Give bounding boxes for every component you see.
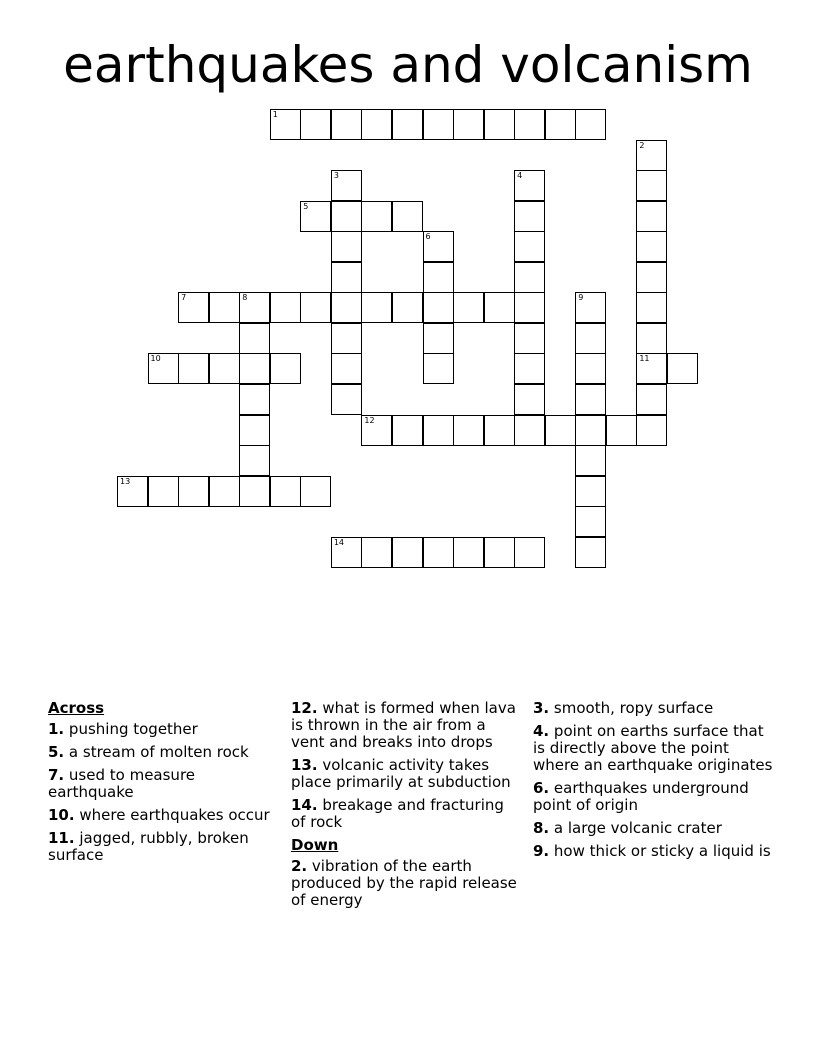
grid-cell[interactable] [331,201,362,232]
grid-cell[interactable] [300,292,331,323]
grid-cell[interactable] [239,476,270,507]
clue-number: 8 [242,293,248,303]
grid-cell[interactable] [575,384,606,415]
grid-cell[interactable] [270,476,301,507]
grid-cell[interactable] [575,109,606,140]
grid-cell[interactable] [575,415,606,446]
clue-down-9: 9. how thick or sticky a liquid is [533,842,771,860]
grid-cell[interactable] [575,353,606,384]
grid-cell[interactable] [331,231,362,262]
grid-cell[interactable] [331,109,362,140]
clue-across-13: 13. volcanic activity takes place primarily at subduction [291,756,511,791]
grid-cell[interactable] [178,353,209,384]
grid-cell[interactable] [575,445,606,476]
grid-cell[interactable] [453,415,484,446]
grid-cell[interactable] [484,109,515,140]
clue-number: 11 [639,354,650,364]
grid-cell[interactable] [300,109,331,140]
clue-number: 5 [303,201,309,211]
clue-down-6: 6. earthquakes underground point of origin [533,779,749,814]
grid-cell[interactable] [575,292,606,323]
grid-cell[interactable] [178,292,209,323]
grid-cell[interactable] [453,292,484,323]
down-heading: Down [291,836,339,854]
grid-cell[interactable] [636,353,667,384]
clue-number: 13 [120,476,131,486]
clue-number: 9 [578,293,584,303]
grid-cell[interactable] [239,323,270,354]
grid-cell[interactable] [514,384,545,415]
grid-cell[interactable] [361,537,392,568]
grid-cell[interactable] [392,292,423,323]
grid-cell[interactable] [300,201,331,232]
grid-cell[interactable] [545,109,576,140]
grid-cell[interactable] [423,353,454,384]
grid-cell[interactable] [514,262,545,293]
grid-cell[interactable] [423,109,454,140]
grid-cell[interactable] [636,384,667,415]
clue-number: 12 [364,415,375,425]
clue-across-5: 5. a stream of molten rock [48,743,249,761]
clue-number: 14 [333,537,345,547]
grid-cell[interactable] [423,231,454,262]
grid-cell[interactable] [331,170,362,201]
grid-cell[interactable] [636,231,667,262]
grid-cell[interactable] [636,201,667,232]
grid-cell[interactable] [361,201,392,232]
grid-cell[interactable] [209,292,240,323]
grid-cell[interactable] [636,170,667,201]
grid-cell[interactable] [270,292,301,323]
grid-cell[interactable] [636,292,667,323]
grid-cell[interactable] [331,292,362,323]
clue-number: 1 [272,110,278,119]
page-title: earthquakes and volcanism [63,36,753,94]
grid-cell[interactable] [514,201,545,232]
grid-cell[interactable] [667,353,698,384]
grid-cell[interactable] [361,415,392,446]
grid-cell[interactable] [484,537,515,568]
clues-column-1 [48,700,276,870]
clue-down-2: 2. vibration of the earth produced by the rapid release of energy [291,857,517,909]
grid-cell[interactable] [423,537,454,568]
grid-cell[interactable] [514,353,545,384]
clue-across-11: 11. jagged, rubbly, broken surface [48,829,249,864]
grid-cell[interactable] [331,323,362,354]
grid-cell[interactable] [514,537,545,568]
grid-cell[interactable] [636,262,667,293]
clue-across-14: 14. breakage and fracturing of rock [291,796,504,831]
grid-cell[interactable] [453,109,484,140]
clue-number: 4 [517,171,523,181]
clue-across-1: 1. pushing together [48,720,198,738]
clue-down-3: 3. smooth, ropy surface [533,699,714,717]
grid-cell[interactable] [423,323,454,354]
grid-cell[interactable] [178,476,209,507]
across-heading: Across [48,699,105,717]
grid-cell[interactable] [331,537,362,568]
grid-cell[interactable] [636,140,667,171]
grid-cell[interactable] [575,506,606,537]
grid-cell[interactable] [331,353,362,384]
grid-cell[interactable] [453,537,484,568]
grid-cell[interactable] [209,353,240,384]
grid-cell[interactable] [117,476,148,507]
clues-column-2 [291,700,523,915]
clue-down-4: 4. point on earths surface that is directly above the point where an earthquake originates [533,722,773,774]
grid-cell[interactable] [484,415,515,446]
grid-cell[interactable] [636,323,667,354]
grid-cell[interactable] [423,262,454,293]
grid-cell[interactable] [514,231,545,262]
clue-number: 3 [333,171,339,181]
grid-cell[interactable] [148,353,179,384]
grid-cell[interactable] [270,109,301,140]
grid-cell[interactable] [606,415,637,446]
grid-cell[interactable] [636,415,667,446]
grid-cell[interactable] [331,384,362,415]
grid-cell[interactable] [209,476,240,507]
clue-number: 7 [181,293,187,303]
grid-cell[interactable] [575,537,606,568]
grid-cell[interactable] [392,415,423,446]
grid-cell[interactable] [331,262,362,293]
grid-cell[interactable] [514,323,545,354]
grid-cell[interactable] [514,170,545,201]
grid-cell[interactable] [270,353,301,384]
grid-cell[interactable] [545,415,576,446]
grid-cell[interactable] [423,292,454,323]
clue-number: 10 [150,354,161,364]
grid-cell[interactable] [423,415,454,446]
grid-cell[interactable] [239,292,270,323]
grid-cell[interactable] [392,201,423,232]
clue-number: 2 [639,140,645,150]
grid-cell[interactable] [239,415,270,446]
grid-cell[interactable] [148,476,179,507]
grid-cell[interactable] [239,384,270,415]
clue-number: 6 [425,232,431,242]
grid-cell[interactable] [484,292,515,323]
grid-cell[interactable] [300,476,331,507]
clue-across-12: 12. what is formed when lava is thrown in the air from a vent and breaks into drops [291,699,516,751]
grid-cell[interactable] [361,292,392,323]
grid-cell[interactable] [239,353,270,384]
clue-across-7: 7. used to measure earthquake [48,766,196,801]
grid-cell[interactable] [514,415,545,446]
clue-down-8: 8. a large volcanic crater [533,819,722,837]
grid-cell[interactable] [514,109,545,140]
clues-column-3 [533,700,773,866]
grid-cell[interactable] [392,109,423,140]
clue-across-10: 10. where earthquakes occur [48,806,270,824]
grid-cell[interactable] [575,323,606,354]
grid-cell[interactable] [392,537,423,568]
grid-cell[interactable] [239,445,270,476]
grid-cell[interactable] [361,109,392,140]
grid-cell[interactable] [575,476,606,507]
grid-cell[interactable] [514,292,545,323]
